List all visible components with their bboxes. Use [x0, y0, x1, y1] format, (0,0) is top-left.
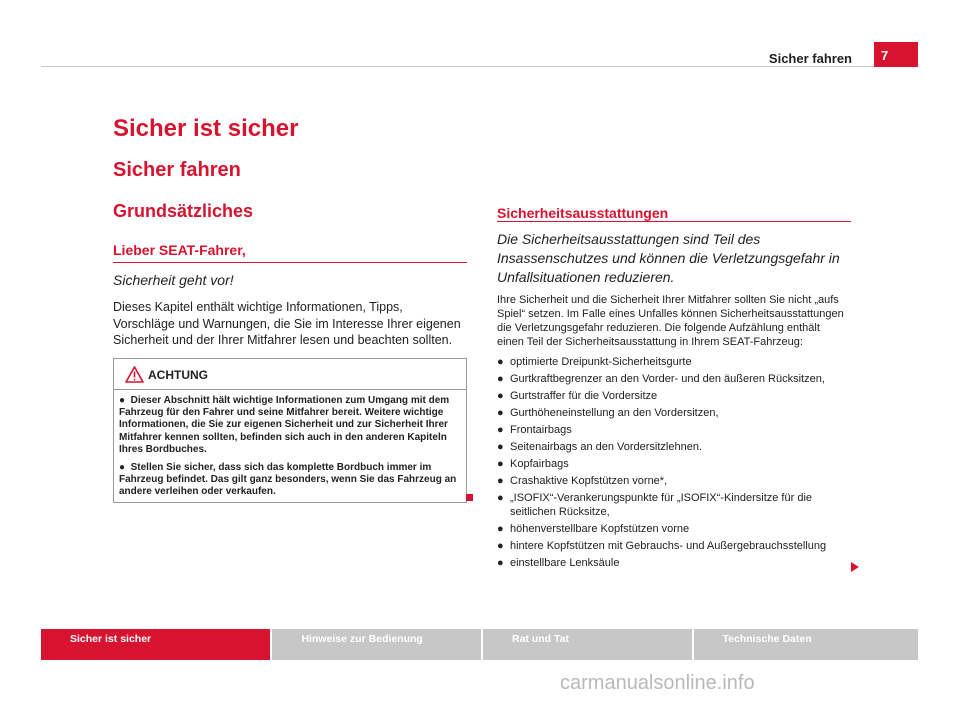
header-rule [41, 66, 918, 67]
list-bullet: ● [497, 424, 504, 436]
right-subheading: Sicherheitsausstattungen [497, 205, 669, 221]
list-item-text: Gurtstraffer für die Vordersitze [510, 390, 658, 402]
list-item [497, 556, 857, 570]
list-bullet: ● [497, 557, 504, 569]
footer-tab-sicher-ist-sicher[interactable]: Sicher ist sicher [41, 629, 270, 660]
continue-arrow-icon [851, 562, 859, 572]
list-item-text: Gurthöheneinstellung an den Vordersitzen, [510, 407, 719, 419]
list-item-text: höhenverstellbare Kopfstützen vorne [510, 523, 690, 535]
warning-header [114, 359, 466, 390]
warning-bullet: ● [119, 395, 126, 406]
list-item-text: Frontairbags [510, 424, 572, 436]
list-item-text: Kopfairbags [510, 458, 569, 470]
watermark: carmanualsonline.info [560, 672, 755, 694]
list-item [497, 372, 857, 386]
right-subheading-rule [497, 221, 851, 222]
list-item [497, 522, 857, 536]
list-item [497, 474, 857, 488]
subsection-title: Grundsätzliches [113, 201, 254, 221]
list-item-text: optimierte Dreipunkt-Sicherheitsgurte [510, 356, 692, 368]
section-end-marker [466, 494, 473, 501]
footer-tab-technische-daten[interactable]: Technische Daten [694, 629, 918, 660]
list-item [497, 457, 857, 471]
list-bullet: ● [497, 390, 504, 402]
list-item-text: einstellbare Lenksäule [510, 557, 620, 569]
warning-box [113, 358, 467, 503]
list-item-text: Gurtkraftbegrenzer an den Vorder- und den äußeren Rücksitzen, [510, 373, 825, 385]
warning-item [119, 462, 459, 499]
left-intro: Sicherheit geht vor! [113, 272, 234, 288]
warning-bullet: ● [119, 462, 126, 474]
left-subheading-rule [113, 262, 467, 263]
warning-item-text: Stellen Sie sicher, dass sich das komplette Bordbuch immer im Fahrzeug befindet. Das gilt ganz besonders, wenn Sie das Fahrzeug an andere verleihen oder verkaufen. [119, 462, 457, 498]
warning-title: ACHTUNG [148, 368, 208, 382]
section-title: Sicher fahren [113, 159, 241, 181]
list-item-text: Seitenairbags an den Vordersitzlehnen. [510, 441, 703, 453]
list-item [497, 491, 857, 519]
page-number-badge: 7 [874, 42, 918, 67]
safety-equipment-list [497, 355, 857, 573]
warning-body [119, 395, 459, 505]
warning-triangle-icon [125, 366, 144, 383]
list-bullet: ● [497, 356, 504, 368]
list-bullet: ● [497, 441, 504, 453]
right-paragraph: Ihre Sicherheit und die Sicherheit Ihrer Mitfahrer sollten Sie nicht „aufs Spiel“ setzen. Im Falle eines Unfalles können Sicherheitsausstattungen die Verletzungsgefahr reduzieren. Die folgende Aufzählung enthält einen Teil der Sicherheitsausstattung in Ihrem SEAT-Fahrzeug: [497, 294, 844, 348]
list-item-text: hintere Kopfstützen mit Gebrauchs- und Außergebrauchsstellung [510, 540, 827, 552]
list-bullet: ● [497, 458, 504, 470]
left-paragraph: Dieses Kapitel enthält wichtige Informationen, Tipps, Vorschläge und Warnungen, die Sie im Interesse Ihrer eigenen Sicherheit und der Ihrer Mitfahrer lesen und beachten sollten. [113, 300, 461, 347]
list-bullet: ● [497, 523, 504, 535]
list-bullet: ● [497, 492, 504, 504]
warning-item-text: Dieser Abschnitt hält wichtige Informationen zum Umgang mit dem Fahrzeug für den Fahrer und seine Mitfahrer bereit. Weitere wichtige Informationen, die Sie zur eigenen Sicherheit und zur Sicherheit Ihrer Mitfahrer kennen sollten, befinden sich auch in den anderen Kapiteln Ihres Bordbuches. [119, 395, 450, 455]
list-bullet: ● [497, 475, 504, 487]
list-item [497, 440, 857, 454]
list-bullet: ● [497, 540, 504, 552]
chapter-title: Sicher ist sicher [113, 115, 299, 142]
chapter-footer-nav [41, 629, 918, 660]
header-section-title: Sicher fahren [768, 51, 852, 66]
right-intro: Die Sicherheitsausstattungen sind Teil des Insassenschutzes und können die Verletzungsgefahr in Unfallsituationen reduzieren. [497, 231, 840, 285]
footer-tab-rat-und-tat[interactable]: Rat und Tat [483, 629, 692, 660]
list-item [497, 389, 857, 403]
left-subheading: Lieber SEAT-Fahrer, [113, 242, 246, 258]
warning-item [119, 395, 459, 456]
footer-tab-hinweise-zur-bedienung[interactable]: Hinweise zur Bedienung [272, 629, 481, 660]
list-item [497, 423, 857, 437]
list-item [497, 539, 857, 553]
list-bullet: ● [497, 407, 504, 419]
list-bullet: ● [497, 373, 504, 385]
list-item-text: Crashaktive Kopfstützen vorne*, [510, 475, 668, 487]
list-item [497, 406, 857, 420]
list-item [497, 355, 857, 369]
list-item-text: „ISOFIX“-Verankerungspunkte für „ISOFIX“-Kindersitze für die seitlichen Rücksitze, [510, 492, 813, 518]
